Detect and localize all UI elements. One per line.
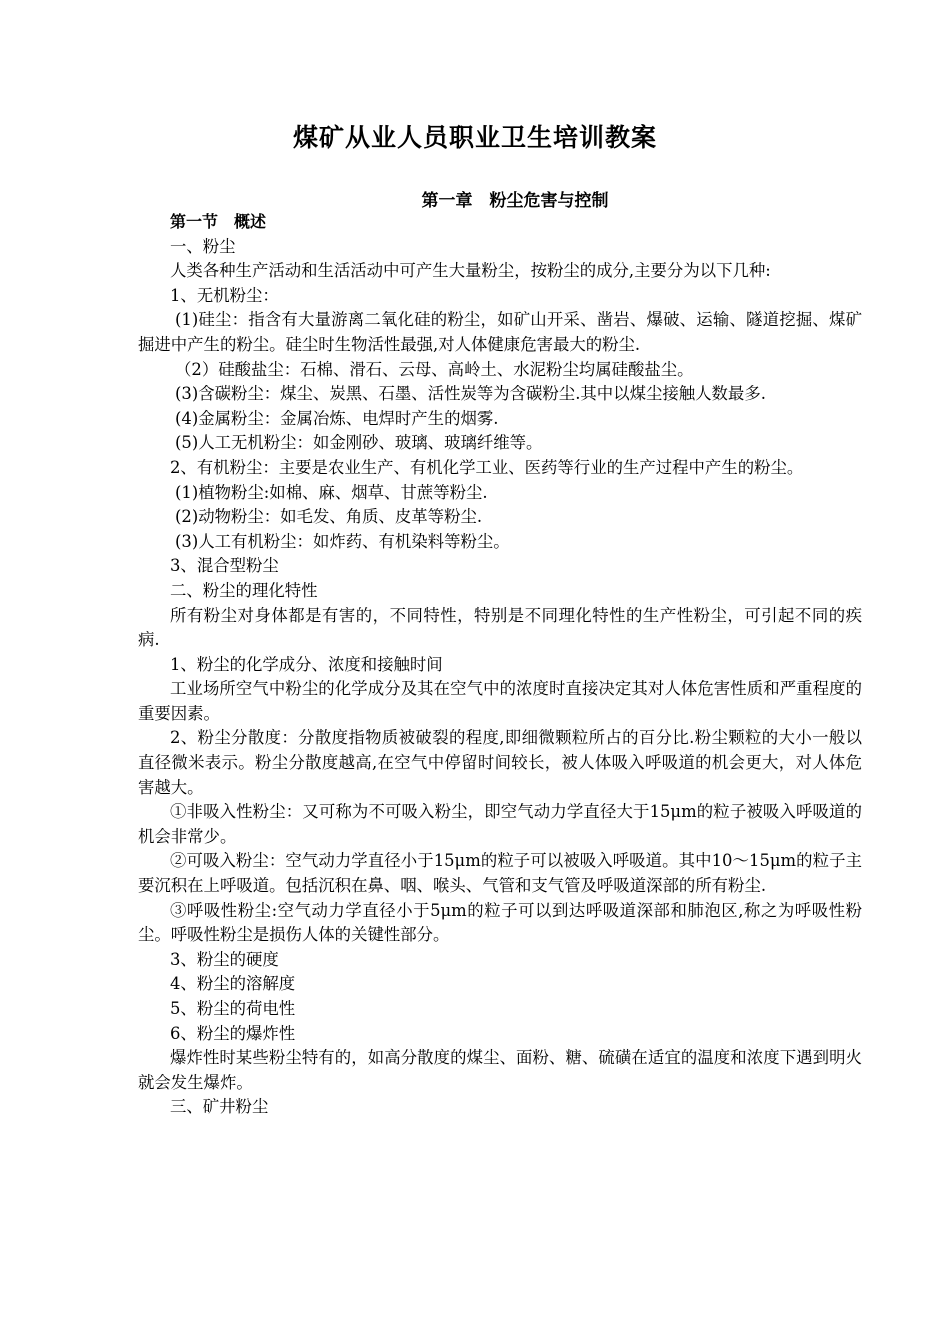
paragraph: (4)金属粉尘：金属冶炼、电焊时产生的烟雾.: [175, 408, 499, 428]
paragraph: (1)硅尘：指含有大量游离二氧化硅的粉尘，如矿山开采、凿岩、爆破、运输、隧道挖掘、煤矿掘进中产生的粉尘。硅尘时生物活性最强,对人体健康危害最大的粉尘.: [138, 310, 862, 354]
paragraph: 1、粉尘的化学成分、浓度和接触时间: [170, 654, 443, 674]
paragraph: 2、粉尘分散度：分散度指物质被破裂的程度,即细微颗粒所占的百分比.粉尘颗粒的大小一般以直径微米表示。粉尘分散度越高,在空气中停留时间较长，被人体吸入呼吸道的机会更大，对人体危害越大。: [138, 728, 862, 797]
paragraph: ③呼吸性粉尘:空气动力学直径小于5μm的粒子可以到达呼吸道深部和肺泡区,称之为呼吸性粉尘。呼吸性粉尘是损伤人体的关键性部分。: [138, 900, 862, 945]
document-body: [138, 210, 862, 1120]
paragraph: (3)含碳粉尘：煤尘、炭黑、石墨、活性炭等为含碳粉尘.其中以煤尘接触人数最多.: [175, 384, 766, 404]
paragraph: 3、混合型粉尘: [170, 556, 279, 576]
paragraph: 5、粉尘的荷电性: [170, 999, 296, 1018]
paragraph: (3)人工有机粉尘：如炸药、有机染料等粉尘。: [175, 531, 510, 551]
paragraph-list: [138, 235, 862, 1120]
chapter-heading: 第一章 粉尘危害与控制: [421, 191, 609, 211]
paragraph: 3、粉尘的硬度: [170, 949, 279, 969]
paragraph: ②可吸入粉尘：空气动力学直径小于15μm的粒子可以被吸入呼吸道。其中10～15μm的粒子主要沉积在上呼吸道。包括沉积在鼻、咽、喉头、气管和支气管及呼吸道深部的所有粉尘.: [138, 851, 862, 896]
paragraph: 一、粉尘: [170, 236, 236, 256]
paragraph: 1、无机粉尘：: [170, 285, 279, 305]
paragraph: (1)植物粉尘:如棉、麻、烟草、甘蔗等粉尘.: [175, 482, 488, 502]
section-heading: 第一节 概述: [170, 212, 267, 231]
paragraph: （2）硅酸盐尘：石棉、滑石、云母、高岭土、水泥粉尘均属硅酸盐尘。: [175, 359, 694, 379]
paragraph: 爆炸性时某些粉尘特有的，如高分散度的煤尘、面粉、糖、硫磺在适宜的温度和浓度下遇到明火就会发生爆炸。: [138, 1048, 862, 1092]
paragraph: 所有粉尘对身体都是有害的，不同特性，特别是不同理化特性的生产性粉尘，可引起不同的疾病.: [138, 605, 862, 650]
document-title: 煤矿从业人员职业卫生培训教案: [292, 123, 657, 152]
paragraph: 工业场所空气中粉尘的化学成分及其在空气中的浓度时直接决定其对人体危害性质和严重程度的重要因素。: [138, 679, 862, 723]
paragraph: (2)动物粉尘：如毛发、角质、皮革等粉尘.: [175, 507, 483, 527]
paragraph: (5)人工无机粉尘：如金刚砂、玻璃、玻璃纤维等。: [175, 433, 543, 453]
paragraph: 人类各种生产活动和生活活动中可产生大量粉尘，按粉尘的成分,主要分为以下几种:: [170, 261, 771, 281]
paragraph: ①非吸入性粉尘：又可称为不可吸入粉尘，即空气动力学直径大于15μm的粒子被吸入呼吸道的机会非常少。: [138, 802, 862, 846]
paragraph: 2、有机粉尘：主要是农业生产、有机化学工业、医药等行业的生产过程中产生的粉尘。: [170, 457, 804, 477]
paragraph: 三、矿井粉尘: [170, 1097, 269, 1117]
paragraph: 4、粉尘的溶解度: [170, 974, 296, 994]
paragraph: 6、粉尘的爆炸性: [170, 1023, 296, 1043]
paragraph: 二、粉尘的理化特性: [170, 580, 318, 600]
